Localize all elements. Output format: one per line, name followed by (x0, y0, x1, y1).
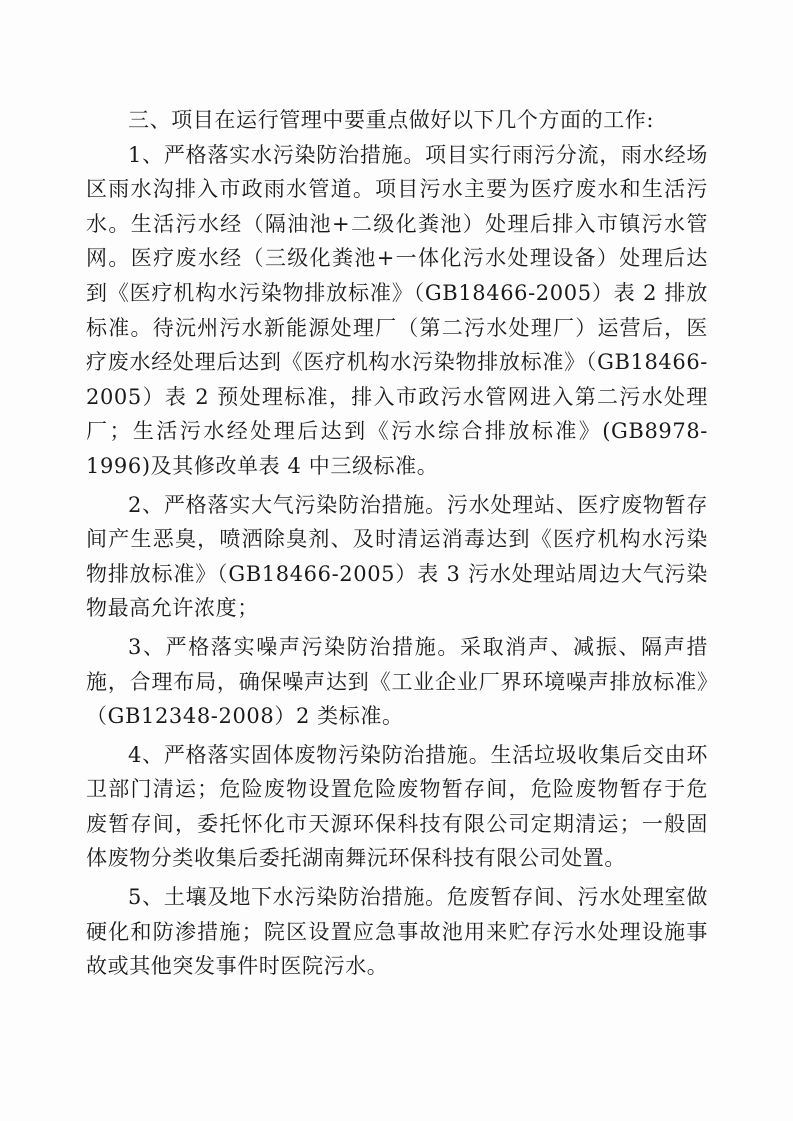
section-heading: 三、项目在运行管理中要重点做好以下几个方面的工作: (128, 108, 655, 132)
paragraph-water-pollution: 1、严格落实水污染防治措施。项目实行雨污分流，雨水经场区雨水沟排入市政雨水管道。项目污水主要为医疗废水和生活污水。生活污水经（隔油池+二级化粪池）处理后排入市镇污水管网。医疗废水经（三级化粪池+一体化污水处理设备）处理后达到《医疗机构水污染物排放标准》（GB18466-2005）表 2 排放标准。待沅州污水新能源处理厂（第二污水处理厂）运营后，医疗废水经处理后达到《医疗机构水污染物排放标准》（GB18466-2005）表 2 预处理标准，排入市政污水管网进入第二污水处理厂；生活污水经处理后达到《污水综合排放标准》(GB8978-1996)及其修改单表 4 中三级标准。 (86, 142, 708, 478)
paragraph-noise-pollution: 3、严格落实噪声污染防治措施。采取消声、减振、隔声措施，合理布局，确保噪声达到《工业企业厂界环境噪声排放标准》（GB12348-2008）2 类标准。 (86, 634, 708, 729)
paragraph-air-pollution: 2、严格落实大气污染防治措施。污水处理站、医疗废物暂存间产生恶臭，喷洒除臭剂、及时清运消毒达到《医疗机构水污染物排放标准》（GB18466-2005）表 3 污水处理站周边大气污染物最高允许浓度； (86, 492, 708, 621)
paragraph-solid-waste: 4、严格落实固体废物污染防治措施。生活垃圾收集后交由环卫部门清运；危险废物设置危险废物暂存间，危险废物暂存于危废暂存间，委托怀化市天源环保科技有限公司定期清运；一般固体废物分类收集后委托湖南舞沅环保科技有限公司处置。 (86, 742, 708, 871)
document-body (86, 103, 708, 984)
paragraph-soil-groundwater: 5、土壤及地下水污染防治措施。危废暂存间、污水处理室做硬化和防渗措施；院区设置应急事故池用来贮存污水处理设施事故或其他突发事件时医院污水。 (86, 885, 708, 979)
